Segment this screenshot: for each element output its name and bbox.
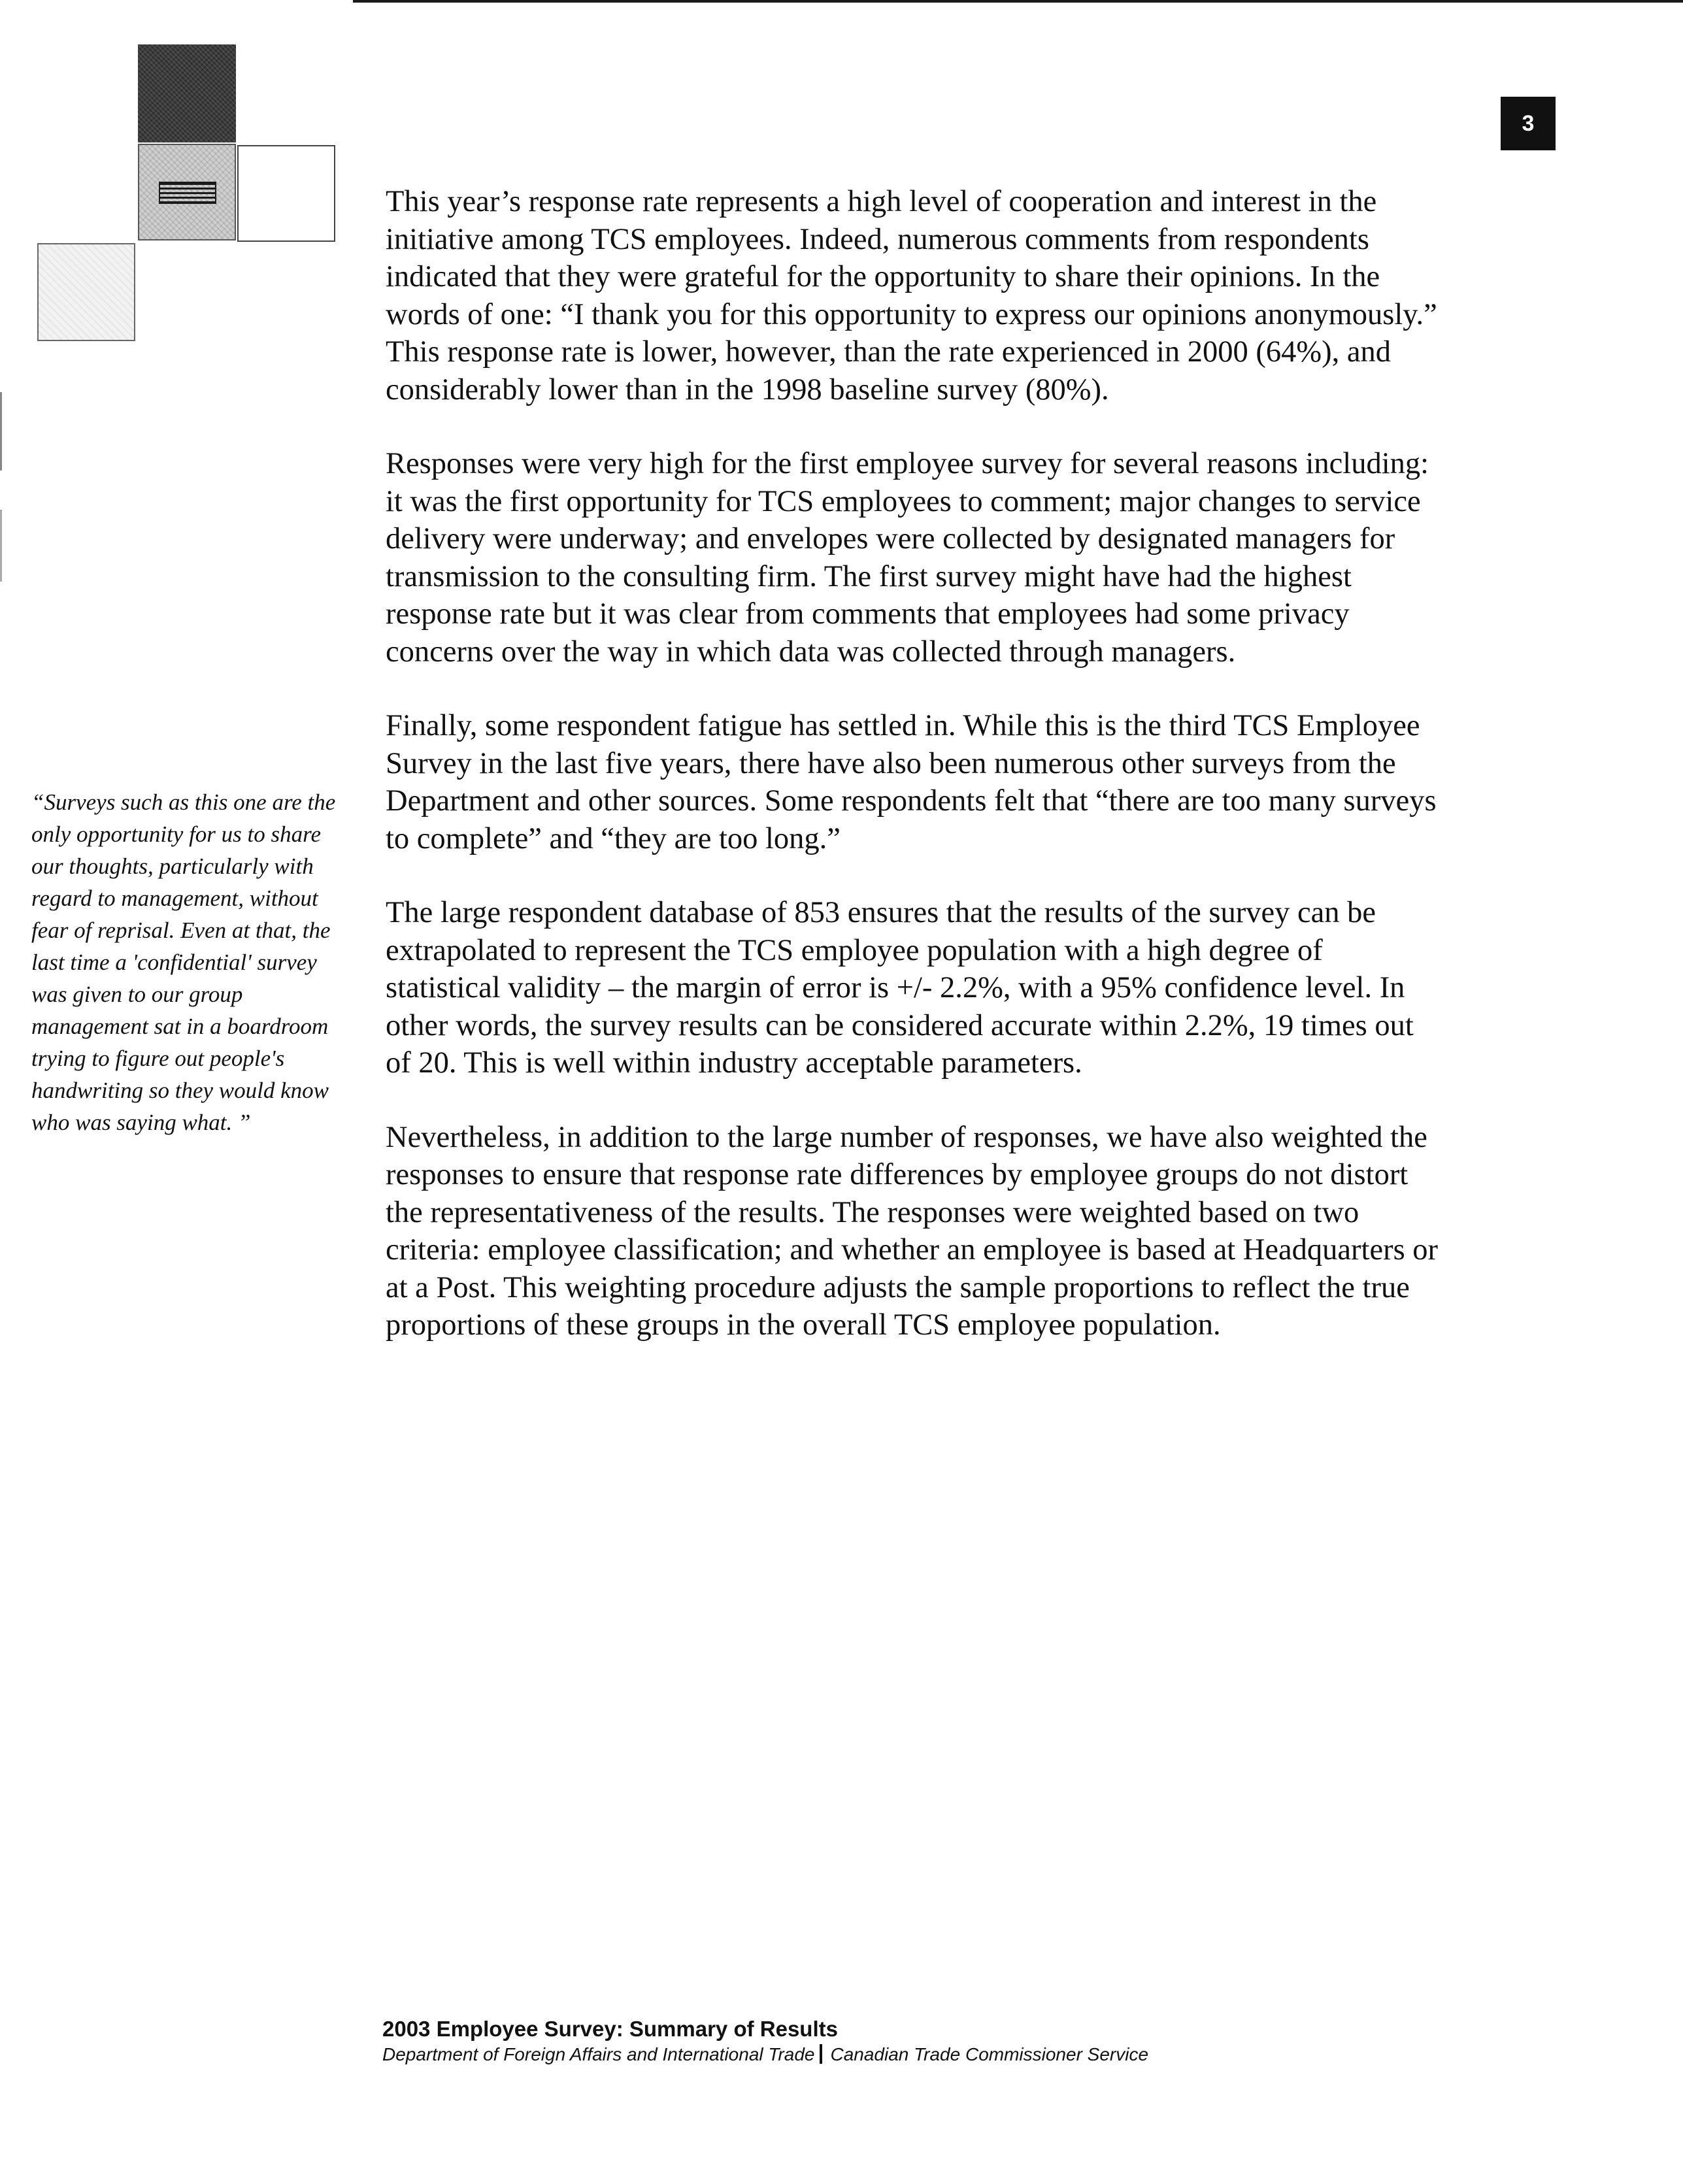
- footer-subtitle: [382, 2042, 1493, 2067]
- logo-icon: [159, 182, 216, 204]
- paragraph: Nevertheless, in addition to the large number of responses, we have also weighted the responses to ensure that response rate differences by employee groups do not distort the representativeness of the results. The responses were weighted based on two criteria: employee classification; and whether an employee is based at Headquarters or at a Post. This weighting procedure adjusts the sample proportions to reflect the true proportions of these groups in the overall TCS employee population.: [386, 1120, 1439, 1342]
- paragraph: This year’s response rate represents a high level of cooperation and interest in the initiative among TCS employees. Indeed, numerous comments from respondents indicated that they were grateful for the opportunity to share their opinions. In the words of one: “I thank you for this opportunity to express our opinions anonymously.” This response rate is lower, however, than the rate experienced in 2000 (64%), and considerably lower than in the 1998 baseline survey (80%).: [386, 185, 1437, 406]
- left-margin-mark: [0, 392, 2, 471]
- decorative-square-logo: [138, 144, 236, 240]
- paragraph: Finally, some respondent fatigue has settled in. While this is the third TCS Employee Survey in the last five years, there have also been numerous other surveys from the Department and other sources. Some respondents felt that “there are too many surveys to complete” and “they are too long.”: [386, 709, 1437, 855]
- footer-title: 2003 Employee Survey: Summary of Results: [382, 2017, 838, 2041]
- footer-department: Department of Foreign Affairs and International Trade: [382, 2044, 815, 2064]
- left-margin-mark: [0, 510, 2, 582]
- decorative-square-outline: [237, 145, 335, 242]
- decorative-square-light: [37, 243, 135, 341]
- paragraph: Responses were very high for the first employee survey for several reasons including: it was the first opportunity for TCS employees to comment; major changes to service delivery were underway; and envelopes were collected by designated managers for transmission to the consulting firm. The first survey might have had the highest response rate but it was clear from comments that employees had some privacy concerns over the way in which data was collected through managers.: [386, 447, 1429, 669]
- paragraph: The large respondent database of 853 ensures that the results of the survey can be extrapolated to represent the TCS employee population with a high degree of statistical validity – the margin of error is +/- 2.2%, with a 95% confidence level. In other words, the survey results can be considered accurate within 2.2%, 19 times out of 20. This is well within industry acceptable parameters.: [386, 896, 1414, 1080]
- footer: [382, 2016, 1493, 2067]
- decorative-square-dark: [138, 44, 236, 142]
- pull-quote: “Surveys such as this one are the only opportunity for us to share our thoughts, particularly with regard to management, without fear of reprisal. Even at that, the last time a 'confidential' survey was given to our group management sat in a boardroom trying to figure out people's handwriting so they would know who was saying what. ”: [31, 789, 336, 1135]
- page-number-badge: 3: [1501, 97, 1556, 150]
- footer-separator: [820, 2044, 822, 2064]
- top-border-rule: [353, 0, 1683, 3]
- footer-service: Canadian Trade Commissioner Service: [830, 2044, 1149, 2064]
- body-text: [386, 183, 1444, 1381]
